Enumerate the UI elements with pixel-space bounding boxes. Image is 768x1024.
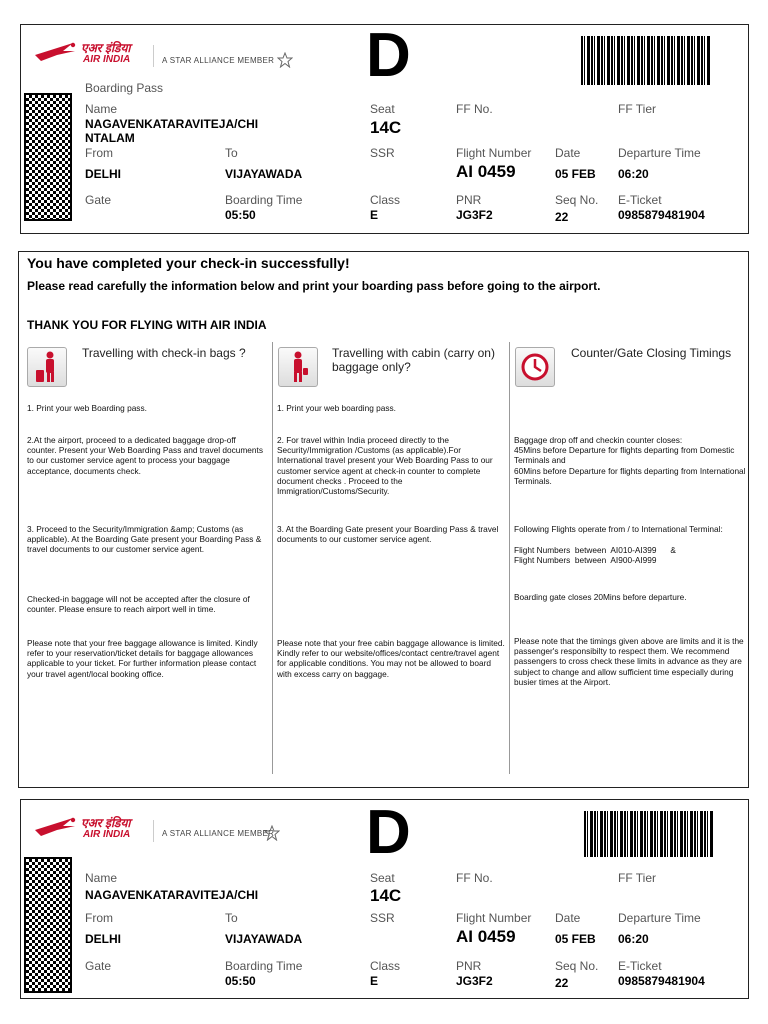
pnr-value: JG3F2	[456, 974, 493, 988]
cabin-step-2: 2. For travel within India proceed directly to the Security/Immigration /Customs (as applicable).For International travel present your Web Boarding Pass to our customer service agent at check-in counter to complete document checks . Proceed to the Immigration/Customs/Security.	[277, 435, 493, 497]
eticket-label: E-Ticket	[618, 193, 662, 207]
closing-international: 60Mins before Departure for flights departing from International Terminals.	[514, 466, 746, 487]
from-label: From	[85, 911, 113, 925]
cabin-baggage-heading: Travelling with cabin (carry on) baggage only?	[332, 346, 495, 374]
departure-time-value: 06:20	[618, 932, 649, 946]
ff-no-label: FF No.	[456, 871, 493, 885]
checkin-closure-note: Checked-in baggage will not be accepted after the closure of counter. Please ensure to reach airport well in time.	[27, 594, 250, 615]
checkin-bags-icon	[27, 347, 67, 387]
date-label: Date	[555, 146, 581, 160]
brand-name: AIR INDIA	[83, 54, 131, 65]
passenger-name-line2: NTALAM	[85, 131, 135, 145]
logo-divider	[153, 45, 154, 67]
column-divider-2	[509, 342, 510, 774]
qr-code-icon	[24, 857, 72, 993]
boarding-pass-bottom	[20, 799, 749, 999]
seq-no-label: Seq No.	[555, 193, 599, 207]
cabin-step-1: 1. Print your web boarding pass.	[277, 403, 396, 413]
checkin-step-3: 3. Proceed to the Security/Immigration &amp; Customs (as applicable). At the Boarding Gate present your Boarding Pass & travel documents to our customer service agent.	[27, 524, 262, 555]
name-label: Name	[85, 102, 118, 116]
info-panel	[18, 251, 749, 788]
air-india-logo-icon	[33, 814, 77, 838]
ff-no-label: FF No.	[456, 102, 493, 116]
cabin-baggage-icon	[278, 347, 318, 387]
checkin-success-title: You have completed your check-in successfully!	[27, 255, 350, 271]
brand-hindi: एअर इंडिया	[81, 816, 131, 830]
departure-time-label: Departure Time	[618, 911, 701, 925]
cabin-step-3: 3. At the Boarding Gate present your Boarding Pass & travel documents to our customer service agent.	[277, 524, 499, 545]
seat-label: Seat	[370, 102, 395, 116]
seq-no-value: 22	[555, 976, 569, 990]
to-label: To	[225, 146, 238, 160]
intl-flight-range-2: Flight Numbers between AI900-AI999	[514, 555, 657, 565]
checkin-bags-heading: Travelling with check-in bags ?	[82, 346, 246, 360]
class-label: Class	[370, 193, 401, 207]
date-value: 05 FEB	[555, 932, 596, 946]
boarding-pass-label: Boarding Pass	[85, 81, 164, 95]
ssr-label: SSR	[370, 911, 395, 925]
ff-tier-label: FF Tier	[618, 102, 656, 116]
passenger-name-line1: NAGAVENKATARAVITEJA/CHI	[85, 117, 259, 131]
intl-flight-range-1: Flight Numbers between AI010-AI399 &	[514, 545, 676, 555]
pnr-label: PNR	[456, 193, 482, 207]
from-label: From	[85, 146, 113, 160]
class-value: E	[370, 974, 379, 988]
star-alliance-text: A STAR ALLIANCE MEMBER	[162, 56, 275, 65]
name-label: Name	[85, 871, 118, 885]
boarding-pass-top	[20, 21, 749, 234]
gate-label: Gate	[85, 959, 112, 973]
timings-limits-note: Please note that the timings given above are limits and it is the passenger's responsibilty to respect them. We recommend passengers to cross check these limits in advance as they are subject to change and allow sufficient time especially during busier times at the Airport.	[514, 636, 744, 687]
boarding-zone-letter: D	[366, 21, 411, 90]
boarding-time-value: 05:50	[225, 974, 256, 988]
to-label: To	[225, 911, 238, 925]
checkin-step-2: 2.At the airport, proceed to a dedicated baggage drop-off counter. Present your Web Boarding Pass and travel documents to our customer service agent to process your baggage acceptance, documents check.	[27, 435, 263, 476]
from-value: DELHI	[85, 932, 121, 946]
flight-number-label: Flight Number	[456, 911, 532, 925]
flight-number-label: Flight Number	[456, 146, 532, 160]
boarding-zone-letter: D	[366, 798, 411, 867]
instructions-subtitle: Please read carefully the information below and print your boarding pass before going to the airport.	[27, 279, 601, 293]
date-value: 05 FEB	[555, 167, 596, 181]
boarding-time-label: Boarding Time	[225, 959, 303, 973]
checkin-step-1: 1. Print your web Boarding pass.	[27, 403, 147, 413]
qr-code-icon	[24, 93, 72, 221]
departure-time-value: 06:20	[618, 167, 649, 181]
date-label: Date	[555, 911, 581, 925]
flight-number-value: AI 0459	[456, 927, 516, 946]
barcode-icon	[581, 36, 711, 85]
closing-counter-intro: Baggage drop off and checkin counter closes:	[514, 435, 683, 445]
gate-closing-note: Boarding gate closes 20Mins before departure.	[514, 592, 687, 602]
class-label: Class	[370, 959, 401, 973]
seat-label: Seat	[370, 871, 395, 885]
intl-terminal-intro: Following Flights operate from / to International Terminal:	[514, 524, 723, 534]
brand-name: AIR INDIA	[83, 829, 131, 840]
to-value: VIJAYAWADA	[225, 932, 303, 946]
from-value: DELHI	[85, 167, 121, 181]
clock-icon	[515, 347, 555, 387]
departure-time-label: Departure Time	[618, 146, 701, 160]
flight-number-value: AI 0459	[456, 162, 516, 181]
seat-value: 14C	[370, 886, 402, 905]
boarding-time-label: Boarding Time	[225, 193, 303, 207]
seq-no-label: Seq No.	[555, 959, 599, 973]
passenger-name-line1: NAGAVENKATARAVITEJA/CHI	[85, 888, 259, 902]
logo-divider	[153, 820, 154, 842]
thank-you-heading: THANK YOU FOR FLYING WITH AIR INDIA	[27, 318, 267, 332]
column-divider-1	[272, 342, 273, 774]
ssr-label: SSR	[370, 146, 395, 160]
cabin-allowance-note: Please note that your free cabin baggage allowance is limited. Kindly refer to our website/offices/contact centre/travel agent for applicable conditions. You may not be allowed to board with excess carry on baggage.	[277, 638, 505, 679]
eticket-value: 0985879481904	[618, 974, 705, 988]
boarding-time-value: 05:50	[225, 208, 256, 222]
seq-no-value: 22	[555, 210, 569, 224]
ff-tier-label: FF Tier	[618, 871, 656, 885]
class-value: E	[370, 208, 379, 222]
closing-timings-heading: Counter/Gate Closing Timings	[571, 346, 732, 360]
gate-label: Gate	[85, 193, 112, 207]
star-alliance-text: A STAR ALLIANCE MEMBER	[162, 829, 275, 838]
eticket-label: E-Ticket	[618, 959, 662, 973]
star-alliance-icon	[277, 52, 293, 68]
pnr-label: PNR	[456, 959, 482, 973]
eticket-value: 0985879481904	[618, 208, 705, 222]
brand-hindi: एअर इंडिया	[81, 41, 131, 55]
to-value: VIJAYAWADA	[225, 167, 303, 181]
pnr-value: JG3F2	[456, 208, 493, 222]
air-india-logo-icon	[33, 39, 77, 63]
star-alliance-icon	[264, 825, 280, 841]
barcode-icon	[584, 811, 714, 857]
closing-domestic: 45Mins before Departure for flights departing from Domestic Terminals and	[514, 445, 735, 466]
seat-value: 14C	[370, 118, 402, 137]
checkin-allowance-note: Please note that your free baggage allowance is limited. Kindly refer to your reservation/ticket details for baggage allowances applicable to your ticket. For further information please contact your travel agent/local booking office.	[27, 638, 258, 679]
